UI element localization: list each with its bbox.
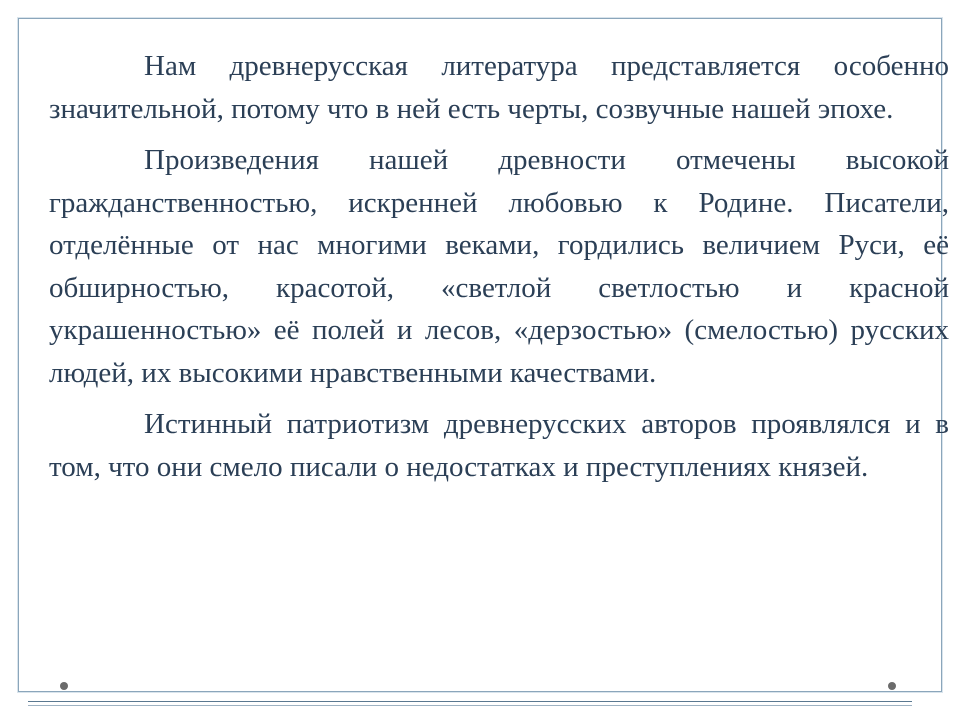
footer-divider: [28, 701, 912, 702]
paragraph-2: Произведения нашей древности отмечены высокой гражданственностью, искренней любовью к Родине. Писатели, отделённые от нас многими веками, гордились величием Руси, её обширностью, красотой, «светлой светлостью и красной украшенностью» её полей и лесов, «дерзостью» (смелостью) русских людей, их высокими нравственными качествами.: [49, 144, 949, 389]
right-dot-ornament: [888, 682, 896, 690]
text-block: [49, 45, 949, 497]
footer-divider-secondary: [28, 705, 912, 706]
paragraph-1: Нам древнерусская литература представляется особенно значительной, потому что в ней есть черты, созвучные нашей эпохе.: [49, 50, 949, 125]
text-panel: [18, 18, 949, 692]
left-dot-ornament: [60, 682, 68, 690]
paragraph-3: Истинный патриотизм древнерусских авторов проявлялся и в том, что они смело писали о недостатках и преступлениях князей.: [49, 408, 949, 483]
